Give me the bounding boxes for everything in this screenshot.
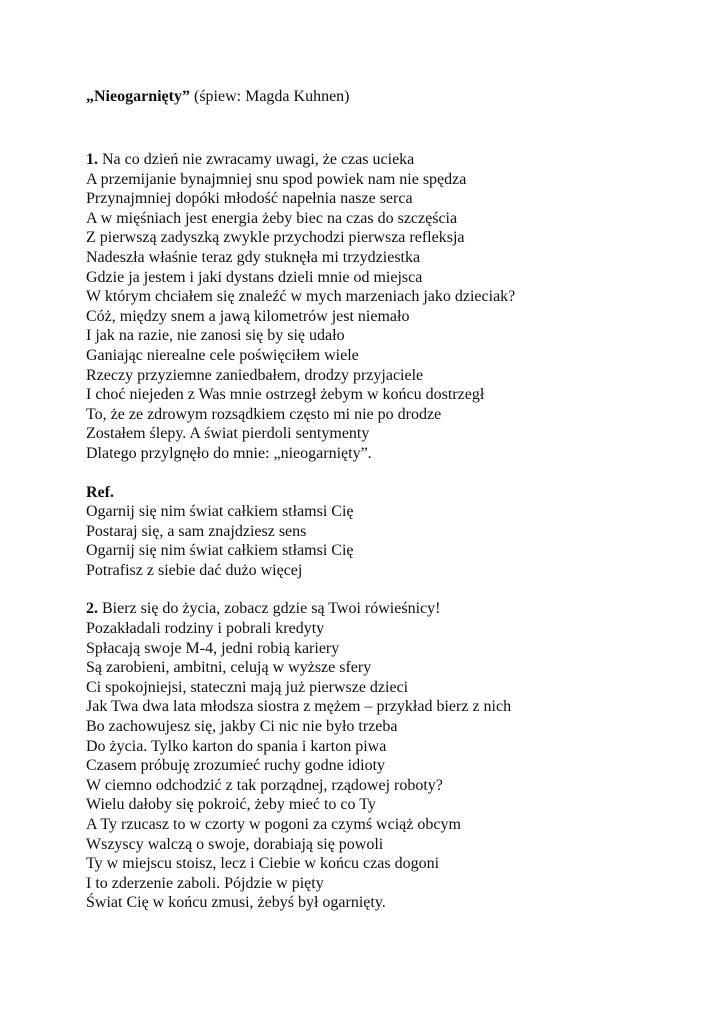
refrain-label-line bbox=[86, 483, 686, 503]
verse-line: Są zarobieni, ambitni, celują w wyższe sfery bbox=[86, 659, 372, 677]
song-credit: (śpiew: Magda Kuhnen) bbox=[193, 88, 350, 105]
verse-line: Gdzie ja jestem i jaki dystans dzieli mnie od miejsca bbox=[86, 268, 423, 286]
verse-line: Bo zachowujesz się, jakby Ci nic nie było trzeba bbox=[86, 718, 398, 736]
verse-line: Nadeszła właśnie teraz gdy stuknęła mi trzydziestka bbox=[86, 248, 421, 266]
refrain-line: Ogarnij się nim świat całkiem stłamsi Cię bbox=[86, 503, 354, 521]
spacer bbox=[86, 580, 686, 599]
verse-line bbox=[86, 599, 686, 619]
song-title-line bbox=[86, 86, 686, 108]
refrain-line: Postaraj się, a sam znajdziesz sens bbox=[86, 522, 307, 540]
verse-1 bbox=[86, 150, 686, 464]
verse-line: Cóż, między snem a jawą kilometrów jest niemało bbox=[86, 307, 410, 325]
verse-number: 2. bbox=[86, 600, 98, 618]
verse-line: I to zderzenie zaboli. Pójdzie w pięty bbox=[86, 874, 324, 892]
verse-line: Ty w miejscu stoisz, lecz i Ciebie w końcu czas dogoni bbox=[86, 855, 440, 873]
refrain-label: Ref. bbox=[86, 483, 114, 501]
verse-number: 1. bbox=[86, 151, 98, 168]
verse-line: Do życia. Tylko karton do spania i karton piwa bbox=[86, 737, 387, 755]
verse-line: Spłacają swoje M-4, jedni robią kariery bbox=[86, 639, 340, 657]
verse-line bbox=[86, 150, 686, 170]
verse-line: Ci spokojniejsi, stateczni mają już pierwsze dzieci bbox=[86, 678, 409, 696]
verse-line: Z pierwszą zadyszką zwykle przychodzi pierwsza refleksja bbox=[86, 229, 465, 247]
verse-line: Przynajmniej dopóki młodość napełnia nasze serca bbox=[86, 190, 413, 208]
verse-2 bbox=[86, 599, 686, 913]
verse-line: Świat Cię w końcu zmusi, żebyś był ogarnięty. bbox=[86, 894, 386, 912]
verse-line: To, że ze zdrowym rozsądkiem często mi nie po drodze bbox=[86, 405, 442, 423]
spacer bbox=[86, 464, 686, 483]
refrain-line: Potrafisz z siebie dać dużo więcej bbox=[86, 561, 303, 579]
verse-line: W ciemno odchodzić z tak porządnej, rządowej roboty? bbox=[86, 776, 443, 794]
verse-line: A w mięśniach jest energia żeby biec na czas do szczęścia bbox=[86, 209, 458, 227]
verse-line: W którym chciałem się znaleźć w mych marzeniach jako dzieciak? bbox=[86, 288, 516, 306]
verse-line: Zostałem ślepy. A świat pierdoli sentymenty bbox=[86, 425, 370, 443]
verse-line: Wszyscy walczą o swoje, dorabiają się powoli bbox=[86, 835, 384, 853]
verse-line: A przemijanie bynajmniej snu spod powiek nam nie spędza bbox=[86, 170, 467, 188]
refrain bbox=[86, 483, 686, 581]
spacer bbox=[86, 108, 686, 150]
verse-line: Pozakładali rodziny i pobrali kredyty bbox=[86, 620, 325, 638]
verse-line: A Ty rzucasz to w czorty w pogoni za czymś wciąż obcym bbox=[86, 816, 461, 833]
document-page bbox=[86, 86, 686, 913]
verse-line: Ganiając nierealne cele poświęciłem wiele bbox=[86, 346, 359, 364]
verse-line-text: Bierz się do życia, zobacz gdzie są Twoi rówieśnicy! bbox=[102, 600, 441, 618]
verse-line: I jak na razie, nie zanosi się by się udało bbox=[86, 327, 345, 345]
verse-line: Wielu dałoby się pokroić, żeby mieć to co Ty bbox=[86, 796, 376, 814]
verse-line: Jak Twa dwa lata młodsza siostra z mężem – przykład bierz z nich bbox=[86, 698, 512, 716]
refrain-line: Ogarnij się nim świat całkiem stłamsi Cię bbox=[86, 542, 354, 560]
verse-line-text: Na co dzień nie zwracamy uwagi, że czas ucieka bbox=[102, 151, 415, 168]
verse-line: Rzeczy przyziemne zaniedbałem, drodzy przyjaciele bbox=[86, 366, 424, 384]
song-title: „Nieogarnięty” bbox=[86, 88, 190, 105]
verse-line: Czasem próbuję zrozumieć ruchy godne idioty bbox=[86, 757, 386, 775]
verse-line: I choć niejeden z Was mnie ostrzegł żebym w końcu dostrzegł bbox=[86, 386, 485, 404]
verse-line: Dlatego przylgnęło do mnie: „nieogarnięty”. bbox=[86, 444, 372, 462]
